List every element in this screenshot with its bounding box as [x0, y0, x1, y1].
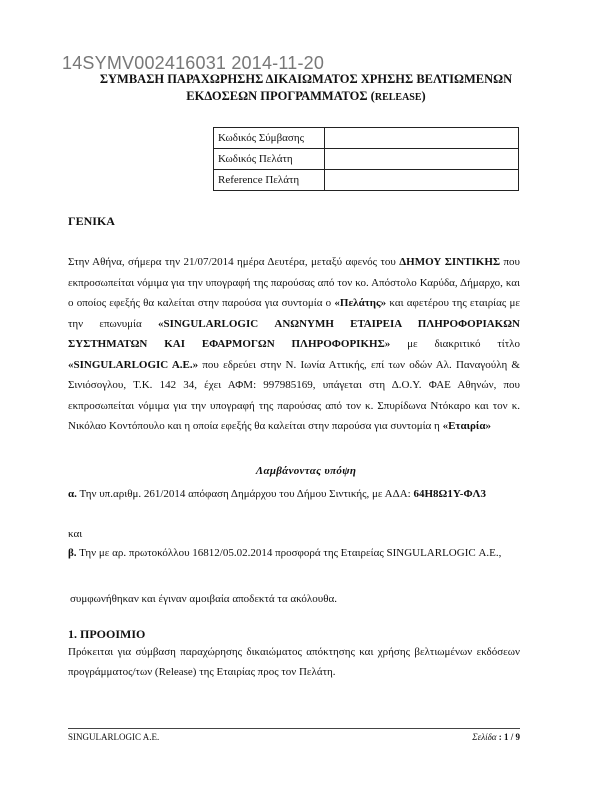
client-term: «Πελάτης»	[334, 297, 387, 309]
client-reference-label: Reference Πελάτη	[214, 170, 325, 191]
page-label: Σελίδα	[472, 732, 497, 742]
page-value: : 1 / 9	[496, 732, 520, 742]
contract-codes-table	[213, 127, 519, 191]
client-code-value	[325, 149, 519, 170]
item-a-text: Την υπ.αριθμ. 261/2014 απόφαση Δημάρχου του Δήμου Σιντικής, με ΑΔΑ:	[76, 488, 414, 500]
parties-text-1: Στην Αθήνα, σήμερα την 21/07/2014 ημέρα Δευτέρα, μεταξύ αφενός του	[68, 256, 400, 268]
table-row	[214, 170, 519, 191]
title-line-2-main: ΕΚΔΟΣΕΩΝ ΠΡΟΓΡΑΜΜΑΤΟΣ (	[186, 89, 375, 103]
title-release-word: RELEASE	[374, 92, 422, 103]
item-b-label: β.	[68, 547, 77, 559]
item-a-label: α.	[68, 488, 77, 500]
and-connector: και	[68, 528, 83, 540]
parties-text-2: που εκπροσωπείται νόμιμα για την υπογραφή της παρούσας από τον κο. Απόστολο Καρύδα, Δήμαρχο, και ο οποίος εφεξής θα καλείται στην παρούσα για συντομία ο	[68, 256, 521, 309]
footer-page-number	[472, 732, 520, 742]
footer-company: SINGULARLOGIC A.E.	[68, 732, 160, 742]
document-title-line-2	[0, 89, 612, 104]
agreement-line: συμφωνήθηκαν και έγιναν αμοιβαία αποδεκτά τα ακόλουθα.	[70, 593, 337, 605]
document-title-line-1: ΣΥΜΒΑΣΗ ΠΑΡΑΧΩΡΗΣΗΣ ΔΙΚΑΙΩΜΑΤΟΣ ΧΡΗΣΗΣ ΒΕΛΤΙΩΜΕΝΩΝ	[99, 72, 513, 86]
company-trade-name: «SINGULARLOGIC A.E.»	[68, 358, 199, 371]
considering-heading: Λαμβάνοντας υπόψη	[255, 465, 357, 477]
contract-code-value	[325, 128, 519, 149]
parties-text-5: που εδρεύει στην Ν. Ιωνία Αττικής, επί των οδών Αλ. Παναγούλη & Σινιόσογλου, Τ.Κ. 142 34, έχει ΑΦΜ: 997985169, υπάγεται στη Δ.Ο.Υ. ΦΑΕ Αθηνών, που εκπροσωπείται νόμιμα για την υπογραφή της παρούσας από τον κ. Σπυρίδωνα Ντόκαρο και τον κ. Νικόλαο Κοντόπουλο και η οποία εφεξής θα καλείται στην παρούσα για συντομία η	[68, 358, 520, 432]
table-row	[214, 149, 519, 170]
item-a-paragraph	[68, 484, 520, 505]
table-row	[214, 128, 519, 149]
client-code-label: Κωδικός Πελάτη	[214, 149, 325, 170]
municipality-name: ΔΗΜΟΥ ΣΙΝΤΙΚΗΣ	[399, 256, 501, 268]
company-full-name: «SINGULARLOGIC ΑΝΩΝΥΜΗ ΕΤΑΙΡΕΙΑ ΠΛΗΡΟΦΟΡΙΑΚΩΝ ΣΥΣΤΗΜΑΤΩΝ ΚΑΙ ΕΦΑΡΜΟΓΩΝ ΠΛΗΡΟΦΟΡΙΚΗΣ»	[68, 317, 520, 350]
item-a-ada-code: 64Η8Ω1Υ-ΦΛ3	[413, 488, 486, 500]
contract-code-label: Κωδικός Σύμβασης	[214, 128, 325, 149]
document-stamp: 14SYMV002416031 2014-11-20	[62, 53, 325, 73]
parties-paragraph	[68, 252, 520, 437]
general-heading: ΓΕΝΙΚΑ	[68, 214, 115, 228]
prologue-heading: 1. ΠΡΟΟΙΜΙΟ	[68, 627, 146, 641]
company-term: «Εταιρία»	[442, 420, 491, 432]
prologue-paragraph: Πρόκειται για σύμβαση παραχώρησης δικαιώματος απόκτησης και χρήσης βελτιωμένων εκδόσεων προγράμματος/των (Release) της Εταιρίας προς τον Πελάτη.	[68, 646, 520, 678]
item-b-text: Την με αρ. πρωτοκόλλου 16812/05.02.2014 προσφορά της Εταιρείας SINGULARLOGIC Α.Ε.,	[76, 547, 502, 559]
parties-text-3: και αφετέρου της εταιρίας με την επωνυμία	[68, 297, 520, 330]
title-line-2-end: )	[421, 89, 426, 103]
item-b-paragraph	[68, 543, 520, 564]
footer-divider	[68, 728, 520, 729]
parties-text-4: με διακριτικό τίτλο	[390, 338, 520, 350]
client-reference-value	[325, 170, 519, 191]
